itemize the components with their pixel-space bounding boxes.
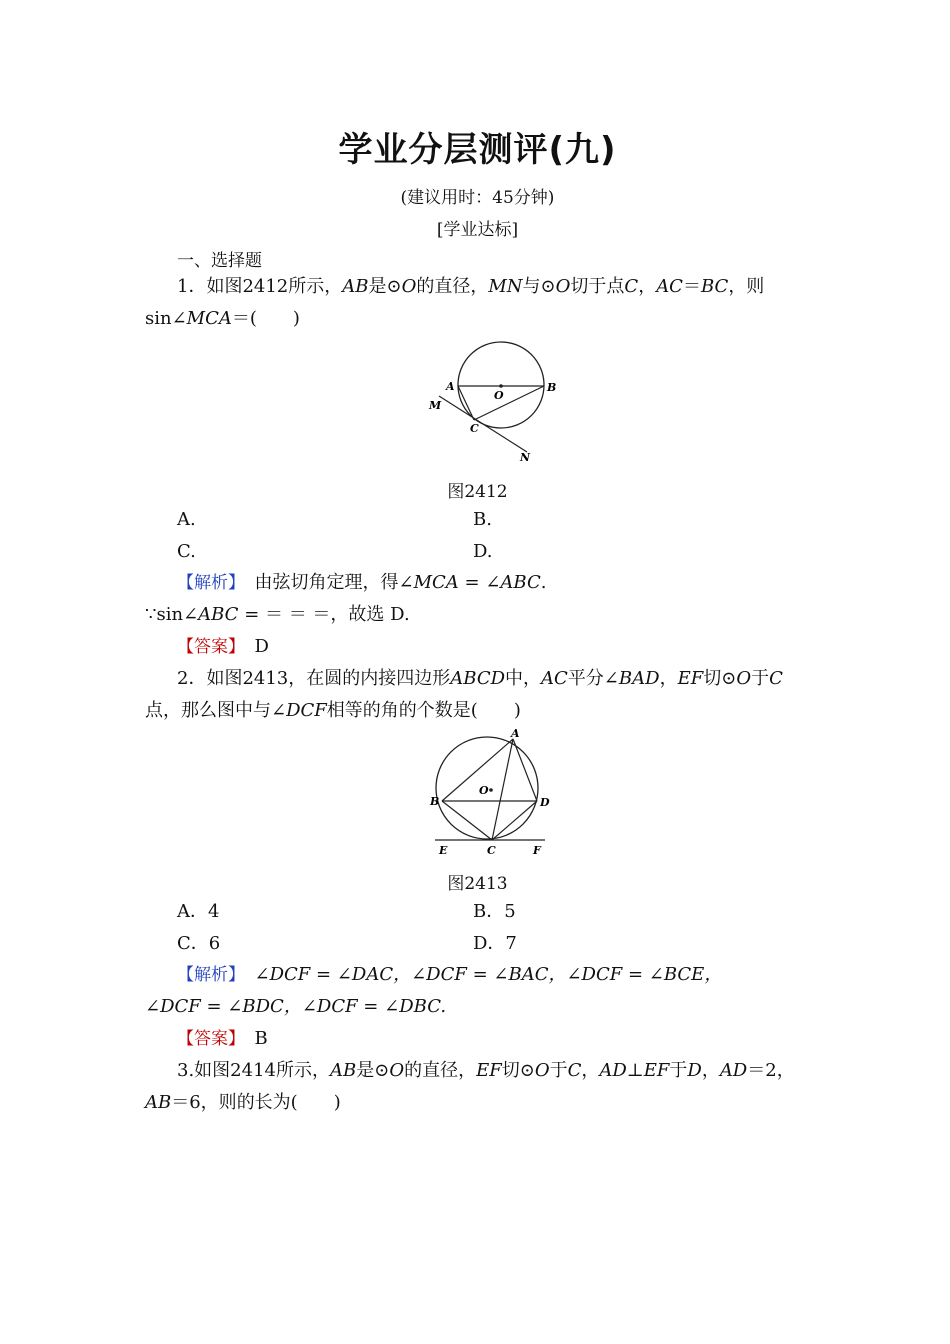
center-dot <box>499 384 503 388</box>
tangent-mn <box>439 396 527 452</box>
q2-stem-line2: 点，那么图中与∠DCF相等的角的个数是( ) <box>145 700 521 721</box>
q1-option-d: D. <box>473 541 493 562</box>
center-dot <box>489 788 493 792</box>
q2-option-b: B．5 <box>473 901 516 922</box>
label-c: C <box>470 422 479 435</box>
q1-answer-tag: 【答案】 <box>177 637 237 657</box>
q1-option-b: B. <box>473 509 492 530</box>
q3-stem-line1: 3.如图2414所示，AB是⊙O的直径，EF切⊙O于C，AD⊥EF于D，AD＝2， <box>177 1060 795 1081</box>
section-heading: 一、选择题 <box>177 251 262 271</box>
label-b: B <box>430 795 440 808</box>
label-f: F <box>533 844 541 857</box>
q1-option-c: C. <box>177 541 196 562</box>
label-a: A <box>446 380 455 393</box>
q1-analysis-line1: 【解析】 由弦切角定理，得∠MCA = ∠ABC. <box>177 572 547 593</box>
q1-stem-line1: 1．如图2412所示，AB是⊙O的直径，MN与⊙O切于点C，AC＝BC，则 <box>177 276 765 297</box>
label-b: B <box>547 381 557 394</box>
side-bc <box>442 801 492 840</box>
q2-stem-line1: 2．如图2413，在圆的内接四边形ABCD中，AC平分∠BAD，EF切⊙O于C <box>177 668 783 689</box>
label-a: A <box>511 728 520 740</box>
side-ad <box>513 739 537 801</box>
page-title: 学业分层测评(九) <box>338 130 617 170</box>
chord-ac <box>458 386 474 420</box>
q2-option-a: A．4 <box>177 901 220 922</box>
label-c: C <box>487 844 496 857</box>
q1-answer: 【答案】 D <box>177 636 269 657</box>
figure-caption-2413: 图2413 <box>447 874 508 894</box>
label-n: N <box>520 451 531 464</box>
time-hint: (建议用时：45分钟) <box>400 188 555 208</box>
q1-analysis-tag: 【解析】 <box>177 573 237 593</box>
figure-2412 <box>415 340 565 468</box>
level-heading: [学业达标] <box>436 220 519 240</box>
q2-analysis-tag: 【解析】 <box>177 965 237 985</box>
q2-option-c: C．6 <box>177 933 221 954</box>
label-d: D <box>540 796 550 809</box>
label-e: E <box>439 844 448 857</box>
figure-caption-2412: 图2412 <box>447 482 508 502</box>
chord-bc <box>474 386 544 420</box>
q1-analysis-line2: ∵sin∠ABC = ＝ ＝ ＝，故选 D. <box>145 604 410 625</box>
label-m: M <box>429 399 442 412</box>
q2-analysis-line1: 【解析】 ∠DCF = ∠DAC，∠DCF = ∠BAC，∠DCF = ∠BCE， <box>177 964 723 985</box>
q2-answer-tag: 【答案】 <box>177 1029 237 1049</box>
q2-analysis-line2: ∠DCF = ∠BDC，∠DCF = ∠DBC. <box>145 996 447 1017</box>
q2-option-d: D．7 <box>473 933 517 954</box>
label-o: O <box>479 784 489 797</box>
q2-answer: 【答案】 B <box>177 1028 268 1049</box>
q3-stem-line2: AB＝6，则的长为( ) <box>145 1092 341 1113</box>
q1-option-a: A. <box>177 509 196 530</box>
q1-stem-line2: sin∠MCA＝( ) <box>145 308 300 329</box>
label-o: O <box>494 389 504 402</box>
figure-2413 <box>427 728 552 860</box>
